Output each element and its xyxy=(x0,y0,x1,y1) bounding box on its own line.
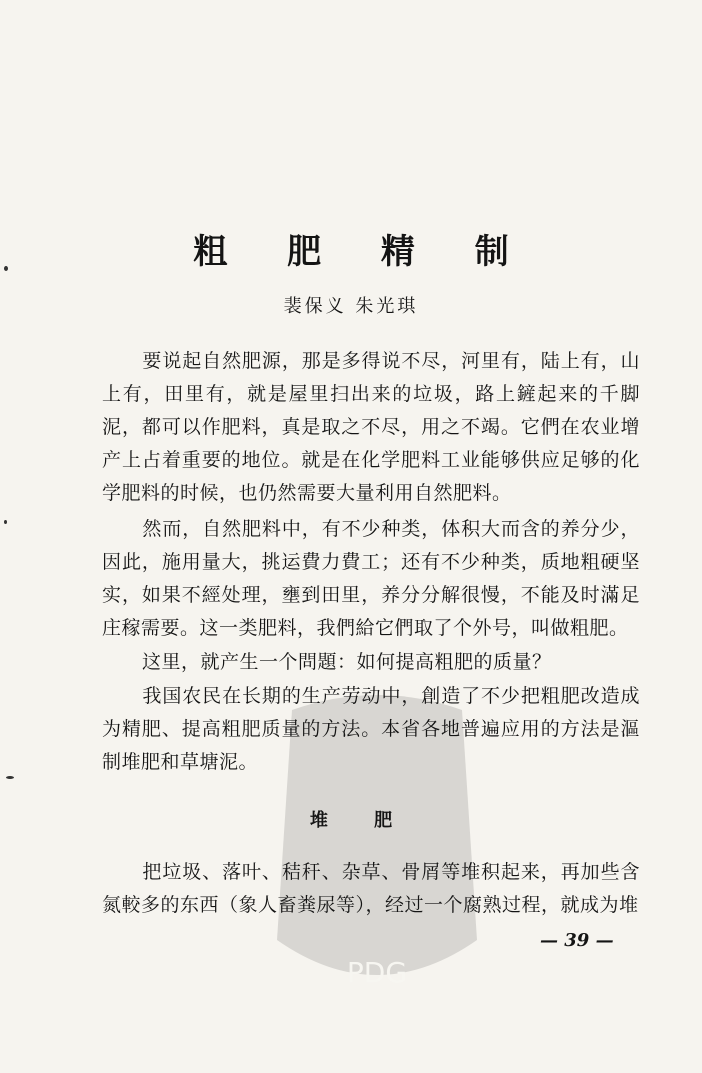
scan-speck xyxy=(6,776,14,779)
section-paragraph-text: 把垃圾、落叶、秸秆、杂草、骨屑等堆积起来，再加些含氮較多的东西（象人畜粪尿等），经过一个腐熟过程，就成为堆 xyxy=(102,861,640,916)
paragraph-3-text: 这里，就产生一个問題：如何提高粗肥的质量？ xyxy=(142,651,552,673)
paragraph-3 xyxy=(102,646,640,679)
paragraph-4-text: 我国农民在长期的生产劳动中，創造了不少把粗肥改造成为精肥、提高粗肥质量的方法。本省各地普遍应用的方法是漚制堆肥和草塘泥。 xyxy=(102,685,640,773)
paragraph-4 xyxy=(102,680,640,779)
watermark-text: PDG xyxy=(346,956,408,989)
article-authors: 裴保义 朱光琪 xyxy=(283,296,419,317)
paragraph-1 xyxy=(102,345,640,510)
paragraph-2-text: 然而，自然肥料中，有不少种类，体积大而含的养分少，因此，施用量大，挑运費力費工；还有不少种类，质地粗硬坚实，如果不經处理，壅到田里，养分分解很慢，不能及时滿足庄稼需要。这一类肥料，我們給它們取了个外号，叫做粗肥。 xyxy=(102,518,640,639)
paragraph-2 xyxy=(102,513,640,645)
paragraph-1-text: 要说起自然肥源，那是多得说不尽，河里有，陆上有，山上有，田里有，就是屋里扫出来的垃圾，路上鏟起来的千脚泥，都可以作肥料，真是取之不尽，用之不竭。它們在农业增产上占着重要的地位。就是在化学肥料工业能够供应足够的化学肥料的时候，也仍然需要大量利用自然肥料。 xyxy=(102,350,640,504)
article-title: 粗 肥 精 制 xyxy=(193,232,533,272)
section-heading: 堆 肥 xyxy=(309,810,413,831)
page-number: — 39 — xyxy=(540,930,614,951)
scan-speck xyxy=(4,266,8,271)
section-paragraph xyxy=(102,856,640,922)
scan-speck xyxy=(4,520,7,524)
